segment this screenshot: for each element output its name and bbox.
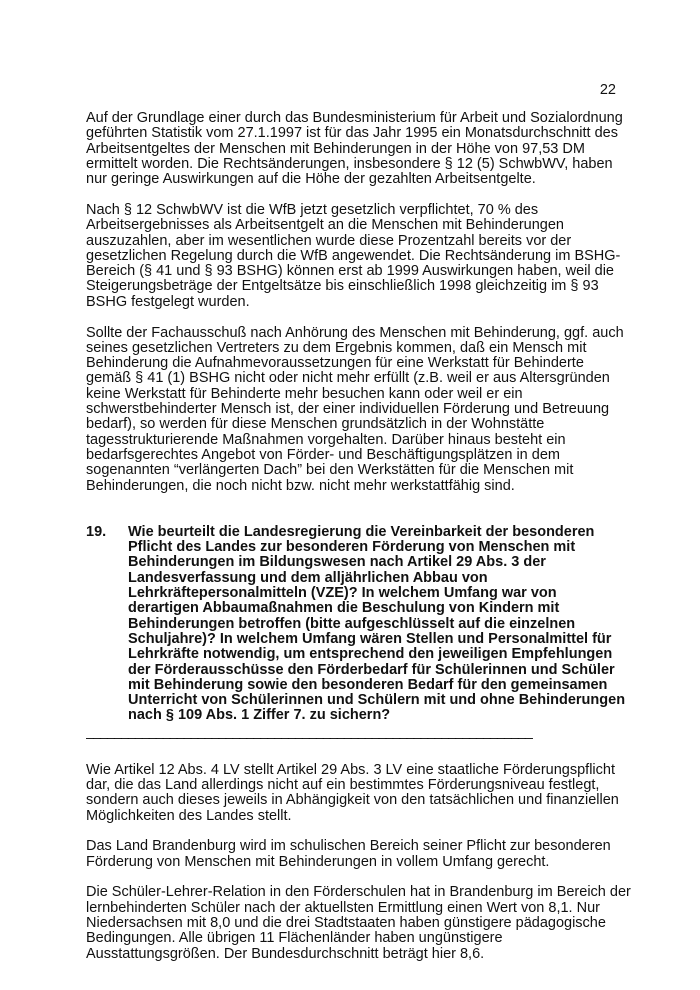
question-19 (86, 525, 631, 724)
page-number: 22 (599, 82, 616, 98)
answer-paragraph-brandenburg-pflicht: Das Land Brandenburg wird im schulischen Bereich seiner Pflicht zur besonderen Förderung von Menschen mit Behinderungen in vollem Umfang gerecht. (86, 838, 611, 870)
document-body (86, 111, 631, 977)
separator-line: ________________________________________________________________ (86, 724, 532, 740)
paragraph-fachausschuss: Sollte der Fachausschuß nach Anhörung des Menschen mit Behinderung, ggf. auch seines gesetzlichen Vertreters zu dem Ergebnis kommen, daß ein Mensch mit Behinderung die Aufnahmevoraussetzungen für eine Werkstatt für Behinderte gemäß § 41 (1) BSHG nicht oder nicht mehr erfüllt (z.B. weil er aus Altersgründen keine Werkstatt für Behinderte mehr besuchen kann oder weil er ein schwerstbehinderter Mensch ist, der einer individuellen Förderung und Betreuung bedarf), so werden für diese Menschen grundsätzlich in der Wohnstätte tagesstrukturierende Maßnahmen vorgehalten. Darüber hinaus besteht ein bedarfsgerechtes Angebot von Förder- und Beschäftigungsplätzen in dem sogenannten “verlängerten Dach” bei den Werkstätten für die Menschen mit Behinderungen, die noch nicht bzw. nicht mehr werkstattfähig sind. (86, 324, 624, 494)
paragraph-arbeitsentgelt-statistik: Auf der Grundlage einer durch das Bundesministerium für Arbeit und Sozialordnung geführten Statistik vom 27.1.1997 ist für das Jahr 1995 ein Monatsdurchschnitt des Arbeitsentgeltes der Menschen mit Behinderungen in der Höhe von 97,53 DM ermittelt worden. Die Rechtsänderungen, insbesondere § 12 (5) SchwbWV, haben nur geringe Auswirkungen auf die Höhe der gezahlten Arbeitsentgelte. (86, 110, 623, 188)
question-number: 19. (86, 523, 107, 540)
paragraph-schwbwv-regelung: Nach § 12 SchwbWV ist die WfB jetzt gesetzlich verpflichtet, 70 % des Arbeitsergebnisses als Arbeitsentgelt an die Menschen mit Behinderungen auszuzahlen, aber im wesentlichen wurde diese Prozentzahl bereits vor der gesetzlichen Regelung durch die WfB angewendet. Die Rechtsänderung im BSHG-Bereich (§ 41 und § 93 BSHG) können erst ab 1999 Auswirkungen haben, weil die Steigerungsbeträge der Entgeltsätze bis einschließlich 1998 gleichzeitig im § 93 BSHG festgelegt wurden. (86, 201, 621, 310)
answer-paragraph-foerderungspflicht: Wie Artikel 12 Abs. 4 LV stellt Artikel 29 Abs. 3 LV eine staatliche Förderungspflicht dar, die das Land allerdings nicht auf ein bestimmtes Förderungsniveau festlegt, sondern auch dieses jeweils in Abhängigkeit von den tatsächlichen und finanziellen Möglichkeiten des Landes stellt. (86, 761, 619, 824)
question-text: Wie beurteilt die Landesregierung die Vereinbarkeit der besonderen Pflicht des Landes zur besonderen Förderung von Menschen mit Behinderungen im Bildungswesen nach Artikel 29 Abs. 3 der Landesverfassung und dem alljährlichen Abbau von Lehrkräftepersonalmitteln (VZE)? In welchem Umfang war von derartigen Abbaumaßnahmen die Beschulung von Kindern mit Behinderungen betroffen (bitte aufgeschlüsselt auf die einzelnen Schuljahre)? In welchem Umfang wären Stellen und Personalmittel für Lehrkräfte notwendig, um entsprechend den jeweiligen Empfehlungen der Förderausschüsse den Förderbedarf für Schülerinnen und Schüler mit Behinderung sowie den besonderen Bedarf für den gemeinsamen Unterricht von Schülerinnen und Schülern mit und ohne Behinderungen nach § 109 Abs. 1 Ziffer 7. zu sichern? (128, 523, 626, 724)
answer-paragraph-schueler-lehrer-relation: Die Schüler-Lehrer-Relation in den Förderschulen hat in Brandenburg im Bereich der lernbehinderten Schüler nach der aktuellsten Ermittlung einen Wert von 8,1. Nur Niedersachsen mit 8,0 und die drei Stadtstaaten haben günstigere pädagogische Bedingungen. Alle übrigen 11 Flächenländer haben ungünstigere Ausstattungsgrößen. Der Bundesdurchschnitt beträgt hier 8,6. (86, 884, 631, 962)
